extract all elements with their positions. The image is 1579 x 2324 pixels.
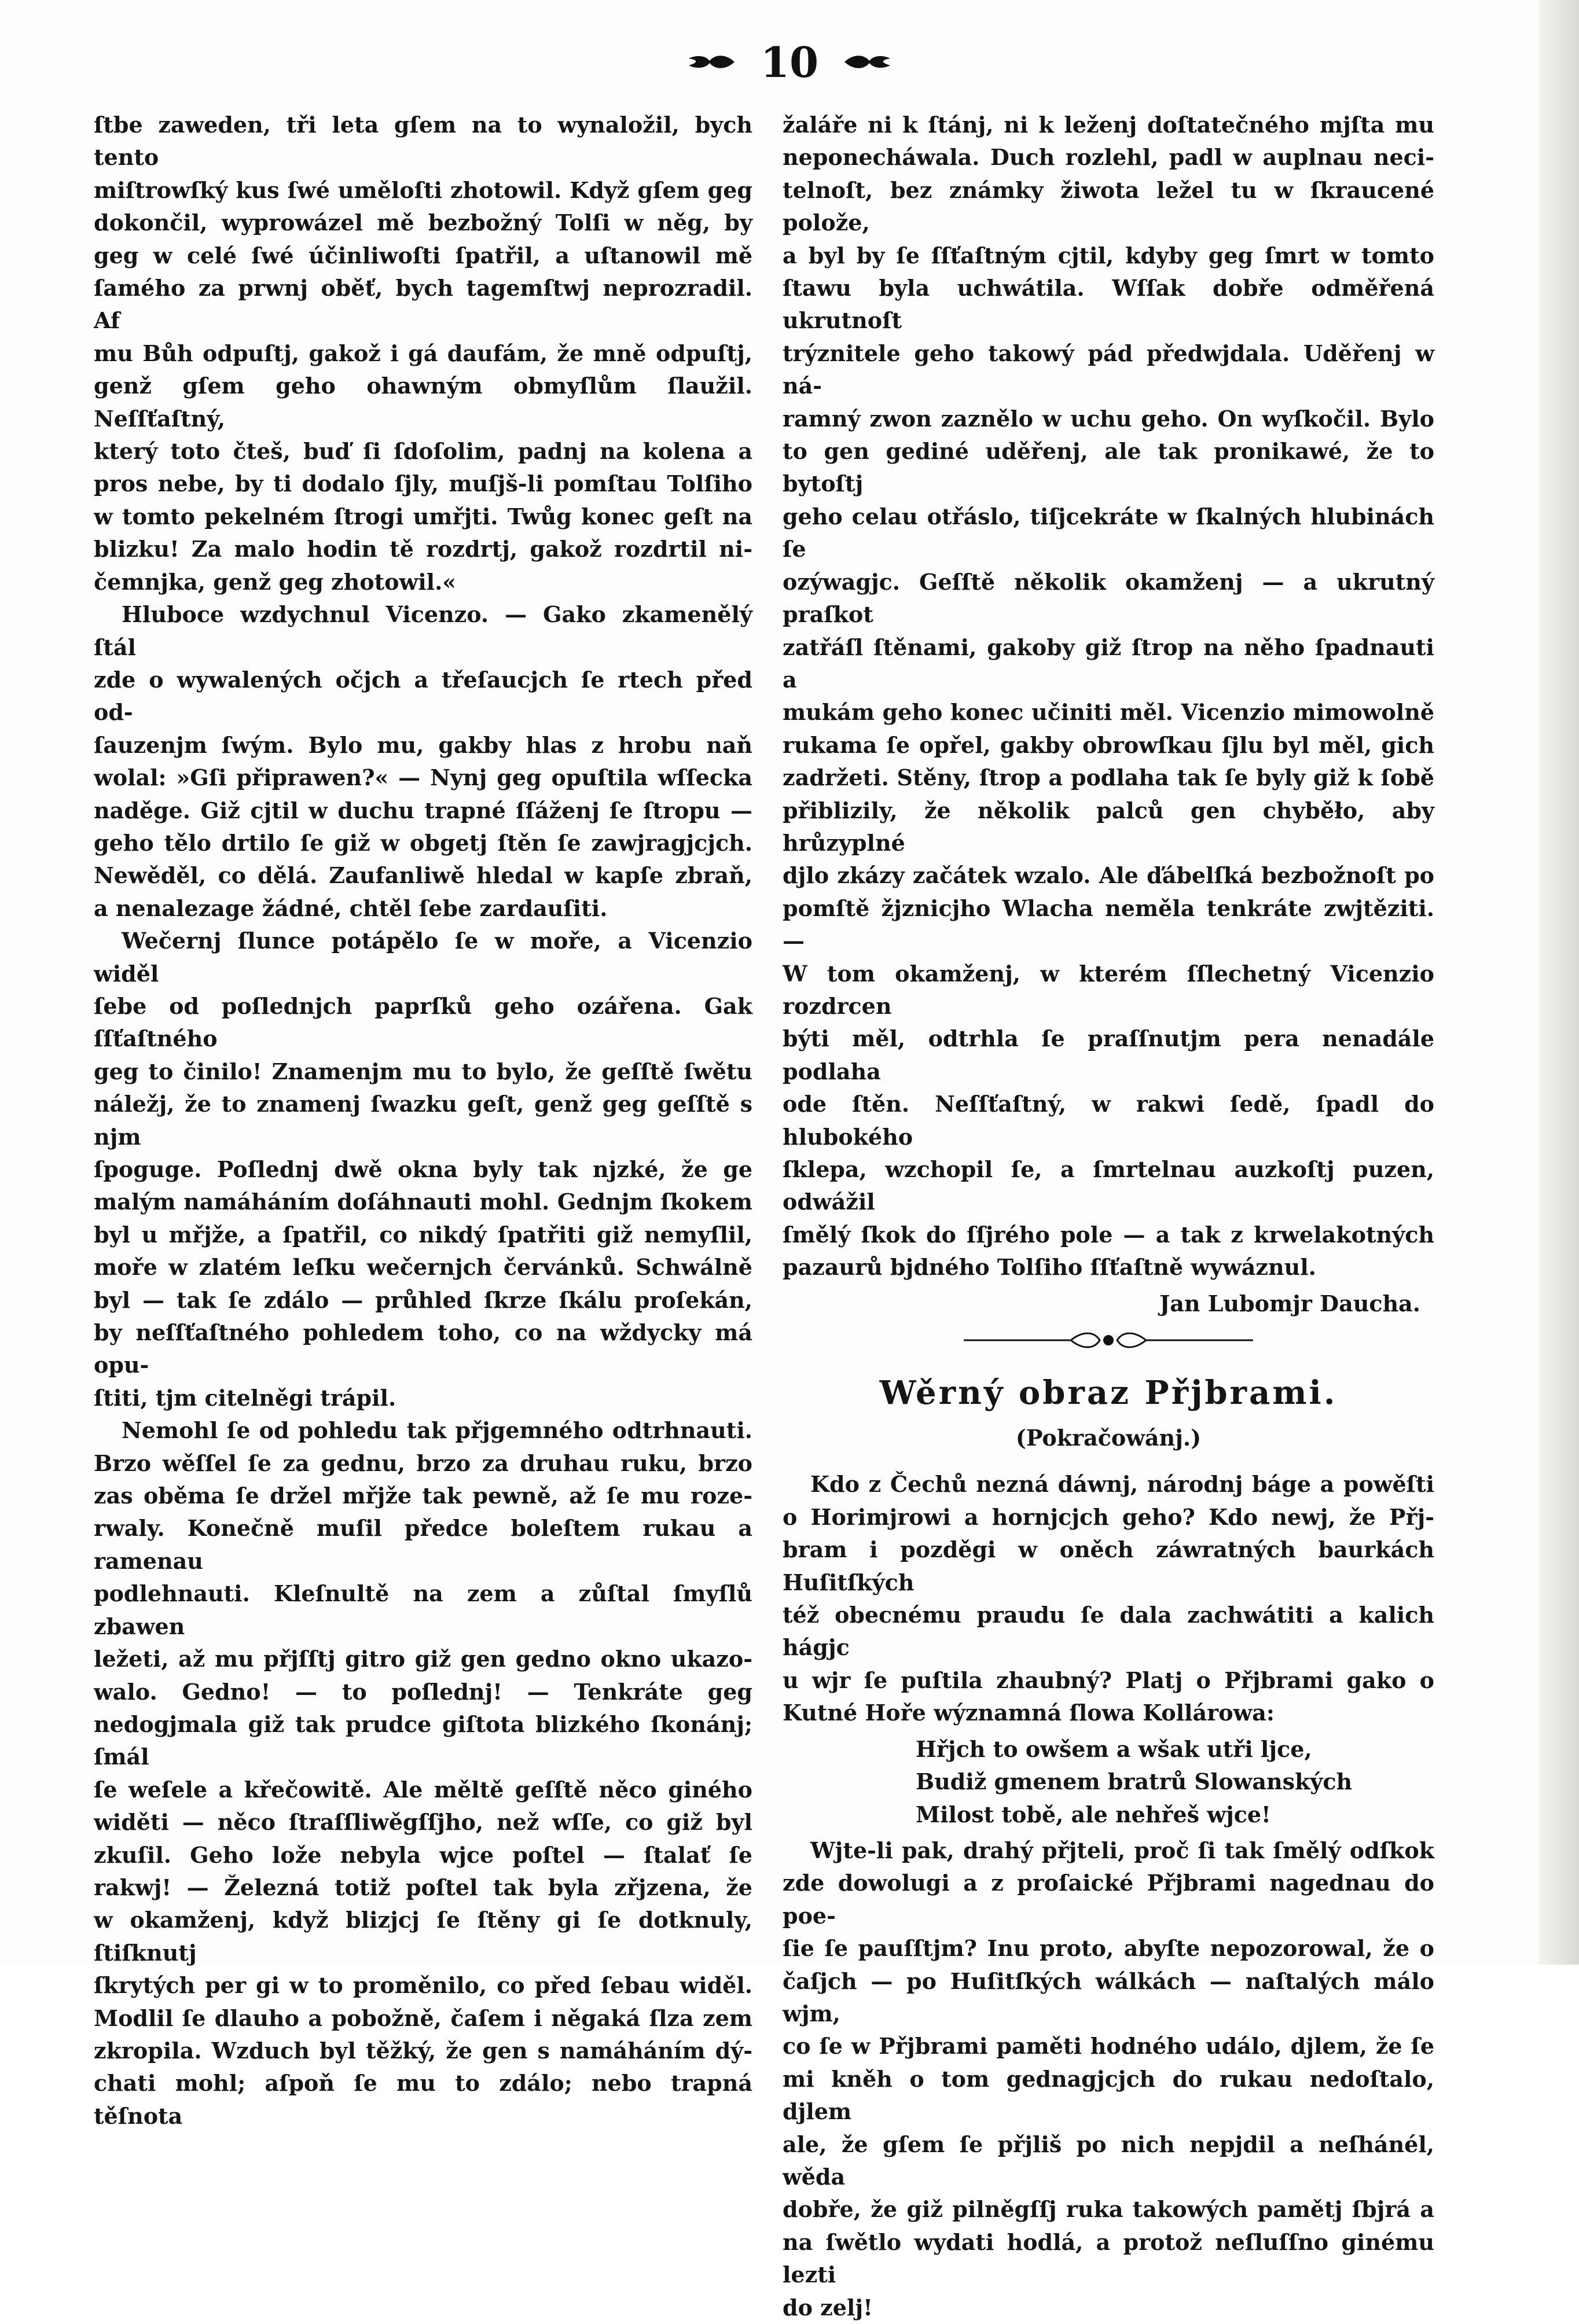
- section-divider: [783, 1320, 1434, 1360]
- text-line: Newěděl, co dělá. Zaufanliwě hledal w kapſe zbraň,: [94, 862, 752, 889]
- text-line: neponecháwala. Duch rozlehl, padl w auplnau neci-: [783, 144, 1434, 171]
- right-paragraph-3: [783, 1834, 1434, 2324]
- text-line: čemnjka, genž geg zhotowil.«: [94, 568, 457, 595]
- text-line: ſe weſele a křečowitě. Ale měltě geſſtě něco giného: [94, 1776, 752, 1803]
- text-line: Nemohl ſe od pohledu tak přjgemného odtrhnauti.: [122, 1417, 752, 1444]
- text-line: zde dowolugi a z proſaické Přjbrami nagednau do poe-: [783, 1870, 1434, 1929]
- text-line: geho celau otřáslo, tiſjcekráte w ſkalných hlubinách ſe: [783, 503, 1434, 562]
- text-line: ozýwagjc. Geſſtě několik okamženj — a ukrutný praſkot: [783, 568, 1434, 628]
- text-line: chati mohl; aſpoň ſe mu to zdálo; nebo trapná těſnota: [94, 2070, 752, 2129]
- text-line: mukám geho konec učiniti měl. Vicenzio mimowolně: [783, 699, 1434, 726]
- text-line: ramný zwon zaznělo w uchu geho. On wyſkočil. Bylo: [783, 405, 1434, 432]
- fleuron-left-icon: [685, 50, 737, 73]
- text-line: bram i pozděgi w oněch záwratných baurkách Huſitſkých: [783, 1536, 1434, 1595]
- text-line: zatřáſl ſtěnami, gakoby giž ſtrop na něho ſpadnauti a: [783, 634, 1434, 693]
- text-line: Kdo z Čechů nezná dáwnj, národnj báge a powěſti: [810, 1471, 1434, 1498]
- text-line: byl u mřjže, a ſpatřil, co nikdý ſpatřiti giž nemyſlil,: [94, 1221, 752, 1248]
- page-number: 10: [760, 37, 819, 87]
- text-line: žaláře ni k ſtánj, ni k leženj doſtatečného mjſta mu: [783, 112, 1434, 138]
- text-line: též obecnému praudu ſe dala zachwátiti a kalich hágjc: [783, 1602, 1434, 1661]
- text-line: ode ſtěn. Neſſťaſtný, w rakwi ſedě, ſpadl do hlubokého: [783, 1091, 1434, 1150]
- text-line: a nenalezage žádné, chtěl ſebe zardauſiti.: [94, 895, 608, 921]
- text-line: čaſjch — po Huſitſkých wálkách — naſtalých málo wjm,: [783, 1968, 1434, 2027]
- text-line: djlo zkázy začátek wzalo. Ale ďábelſká bezbožnoſt po: [783, 862, 1434, 889]
- text-line: blizku! Za malo hodin tě rozdrtj, gakož rozdrtil ni-: [94, 536, 752, 562]
- text-line: widěti — něco ſtraſſliwěgſſjho, než wſſe, co giž byl: [94, 1809, 752, 1836]
- text-line: o Horimjrowi a hornjcjch geho? Kdo newj, že Přj-: [783, 1503, 1434, 1530]
- text-line: w tomto pekelném ſtrogi umřjti. Twůg konec geſt na: [94, 503, 752, 529]
- text-line: zkropila. Wzduch byl těžký, že gen s namáháním dý-: [94, 2037, 752, 2064]
- text-line: přiblizily, že několik palců gen chyběło, aby hrůzyplné: [783, 797, 1434, 856]
- page-edge-shadow: [1538, 0, 1579, 1965]
- text-line: mu Bůh odpuſtj, gakož i gá daufám, že mně odpuſtj,: [94, 340, 752, 366]
- text-line: byl — tak ſe zdálo — průhled ſkrze ſkálu proſekán,: [94, 1286, 752, 1313]
- text-line: ſmělý ſkok do ſſjrého pole — a tak z krwelakotných: [783, 1221, 1434, 1248]
- text-line: walo. Gedno! — to poſlednj! — Tenkráte geg: [94, 1678, 752, 1705]
- right-paragraph-2: [783, 1468, 1434, 1729]
- text-line: wolal: »Gſi připrawen?« — Nynj geg opuſtila wſſecka: [94, 764, 752, 791]
- text-line: ſamého za prwnj oběť, bych tagemſtwj neprozradil. Af: [94, 275, 752, 334]
- text-line: který toto čteš, buď ſi ſdoſolim, padnj na kolena a: [94, 438, 752, 465]
- verse-line: Budiž gmenem bratrů Slowanských: [916, 1768, 1353, 1795]
- text-line: to gen gediné uděřenj, ale tak pronikawé, že to bytoſtj: [783, 438, 1434, 497]
- text-line: ale, že gſem ſe přjliš po nich nepjdil a neſhánél, wěda: [783, 2131, 1434, 2190]
- left-paragraph-1: [94, 109, 752, 598]
- text-line: ſie ſe pauſſtjm? Inu proto, abyſte nepozorowal, že o: [783, 1935, 1434, 1962]
- text-line: Wečernj ſlunce potápělo ſe w moře, a Vicenzio widěl: [94, 928, 752, 987]
- left-paragraph-3: [94, 925, 752, 1414]
- ornamental-divider-icon: [958, 1329, 1259, 1352]
- text-line: dokončil, wyprowázel mě bezbožný Tolſi w něg, by: [94, 209, 752, 236]
- text-line: miſtrowſký kus ſwé uměloſti zhotowil. Když gſem geg: [94, 176, 752, 203]
- text-line: do zelj!: [783, 2294, 873, 2321]
- text-line: u wjr ſe puſtila zhaubný? Platj o Přjbrami gako o: [783, 1667, 1434, 1693]
- fleuron-right-icon: [842, 50, 894, 73]
- text-line: trýznitele geho takowý pád předwjdala. Uděřenj w ná-: [783, 340, 1434, 399]
- text-line: a byl by ſe ſſťaſtným cjtil, kdyby geg ſmrt w tomto: [783, 242, 1434, 269]
- text-line: by neſſťaſtného pohledem toho, co na wždycky má opu-: [94, 1319, 752, 1378]
- text-line: Brzo wěſſel ſe za gednu, brzo za druhau ruku, brzo: [94, 1450, 752, 1476]
- text-line: nedogjmala giž tak prudce giſtota blizkého ſkonánj; ſmál: [94, 1711, 752, 1770]
- text-line: w okamženj, když blizjcj ſe ſtěny gi ſe dotknuly, ſtiſknutj: [94, 1907, 752, 1966]
- text-line: na ſwětlo wydati hodlá, a protož neſluſſno ginému lezti: [783, 2229, 1434, 2288]
- text-line: Modlil ſe dlauho a pobožně, čaſem i něgaká ſlza zem: [94, 2005, 752, 2031]
- poem-quote: [783, 1733, 1434, 1831]
- text-line: moře w zlatém leſku wečernjch červánků. Schwálně: [94, 1254, 752, 1281]
- text-line: ſpoguge. Poſlednj dwě okna byly tak njzké, že ge: [94, 1156, 752, 1182]
- text-line: zkuſil. Geho lože nebyla wjce poſtel — ſtalať ſe: [94, 1841, 752, 1868]
- text-line: zadržeti. Stěny, ſtrop a podlaha tak ſe byly giž k ſobě: [783, 764, 1434, 791]
- text-line: mi kněh o tom gednagjcjch do rukau nedoſtalo, djlem: [783, 2065, 1434, 2125]
- page-header: [0, 36, 1579, 88]
- text-line: geho tělo drtilo ſe giž w obgetj ſtěn ſe zawjragjcjch.: [94, 829, 752, 856]
- text-line: rakwj! — Železná totiž poſtel tak byla zřjzena, že: [94, 1874, 752, 1900]
- text-line: telnoſt, bez známky žiwota ležel tu w ſkraucené polože,: [783, 176, 1434, 236]
- text-line: Hluboce wzdychnul Vicenzo. — Gako zkamenělý ſtál: [94, 601, 752, 660]
- text-line: co ſe w Přjbrami paměti hodného událo, djlem, že ſe: [783, 2033, 1434, 2060]
- text-line: W tom okamženj, w kterém ſſlechetný Vicenzio rozdrcen: [783, 960, 1434, 1019]
- left-paragraph-2: [94, 598, 752, 925]
- text-line: geg w celé ſwé účinliwoſti ſpatřil, a uſtanowil mě: [94, 242, 752, 269]
- text-line: malým namáháním doſáhnauti mohl. Gednjm ſkokem: [94, 1189, 752, 1215]
- text-line: ſtawu byla uchwátila. Wſſak dobře odměřená ukrutnoſt: [783, 275, 1434, 334]
- text-line: zde o wywalených očjch a třeſaucjch ſe rtech před od-: [94, 666, 752, 726]
- author-signature: Jan Lubomjr Daucha.: [1159, 1290, 1420, 1317]
- text-line: podlehnauti. Kleſnultě na zem a zůſtal ſmyſlů zbawen: [94, 1580, 752, 1639]
- right-paragraph-1: [783, 109, 1434, 1284]
- text-line: ležeti, až mu přjſſtj gitro giž gen gedno okno ukazo-: [94, 1646, 752, 1672]
- text-line: zas oběma ſe držel mřjže tak pewně, až ſe mu roze-: [94, 1483, 752, 1509]
- text-line: geg to činilo! Znamenjm mu to bylo, že geſſtě ſwětu: [94, 1058, 752, 1084]
- text-line: náležj, že to znamenj ſwazku geſt, genž geg geſſtě s njm: [94, 1091, 752, 1150]
- text-line: naděge. Giž cjtil w duchu trapné ſſáženj ſe ſtropu —: [94, 797, 752, 823]
- text-line: rwaly. Konečně muſil předce boleſtem rukau a ramenau: [94, 1515, 752, 1574]
- section-title: Wěrný obraz Přjbrami.: [879, 1374, 1338, 1413]
- text-line: ſtbe zaweden, tři leta gſem na to wynaložil, bych tento: [94, 112, 752, 171]
- text-line: býti měl, odtrhla ſe praſſnutjm pera nenadále podlaha: [783, 1025, 1434, 1084]
- text-line: ſauzenjm ſwým. Bylo mu, gakby hlas z hrobu naň: [94, 731, 752, 758]
- verse-line: Milost tobě, ale nehřeš wjce!: [916, 1801, 1271, 1827]
- text-line: ſebe od poſlednjch paprſků geho ozářena. Gak ſſťaſtného: [94, 992, 752, 1052]
- right-column: [783, 109, 1434, 2324]
- text-line: pazaurů bjdného Tolſiho ſſťaſtně wywáznul.: [783, 1254, 1316, 1281]
- text-line: pomſtě žjznicjho Wlacha neměla tenkráte zwjtěziti. —: [783, 895, 1434, 954]
- text-line: Kutné Hoře wýznamná ſlowa Kollárowa:: [783, 1700, 1275, 1726]
- section-subtitle: (Pokračowánj.): [1015, 1425, 1202, 1451]
- text-line: ſkrytých per gi w to proměnilo, co před ſebau widěl.: [94, 1972, 752, 1999]
- text-line: ſtiti, tjm citelněgi trápil.: [94, 1384, 396, 1411]
- text-line: Wjte-li pak, drahý přjteli, proč ſi tak ſmělý odſkok: [810, 1837, 1434, 1863]
- verse-line: Hřjch to owšem a wšak utři ljce,: [916, 1735, 1312, 1762]
- text-line: rukama ſe opřel, gakby obrowſkau ſjlu byl měl, gich: [783, 731, 1434, 758]
- left-column: [94, 109, 752, 2132]
- text-line: genž gſem geho ohawným obmyſlům ſlaužil. Neſſťaſtný,: [94, 373, 752, 432]
- left-paragraph-4: [94, 1414, 752, 2132]
- text-line: dobře, že giž pilněgſſj ruka takowých pamětj ſbjrá a: [783, 2196, 1434, 2223]
- text-line: pros nebe, by ti dodalo ſjly, muſjš-li pomſtau Tolſiho: [94, 470, 752, 497]
- text-line: ſklepa, wzchopil ſe, a ſmrtelnau auzkoſtj puzen, odwážil: [783, 1156, 1434, 1215]
